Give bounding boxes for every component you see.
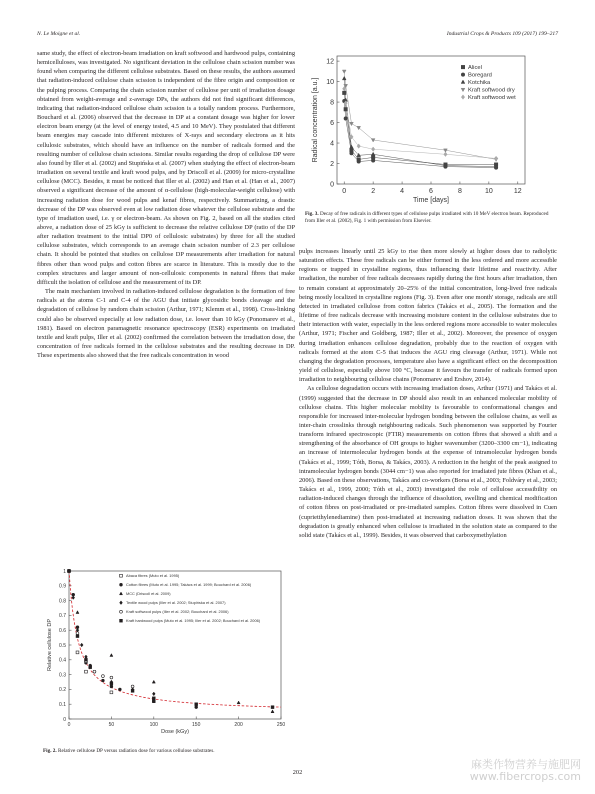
- y-tick-label: 0.6: [59, 627, 66, 634]
- y-tick-label: 0.8: [59, 598, 66, 605]
- series-group: [68, 570, 274, 709]
- y-tick-label: 0: [63, 716, 66, 723]
- data-point: [110, 682, 113, 685]
- data-point: [342, 70, 346, 73]
- series-line: [344, 101, 496, 168]
- fig2-chart: [41, 565, 287, 745]
- legend-marker: [461, 73, 464, 76]
- data-point: [357, 126, 361, 129]
- watermark-line-2: www.fibercrops.com: [469, 770, 581, 783]
- y-axis-label: Relative cellulose DP: [47, 619, 53, 671]
- x-axis-label: Time [days]: [413, 197, 449, 204]
- legend-marker: [119, 592, 122, 595]
- figure-2-caption-text: Relative cellulose DP versus radiation dose for various cellulose substrates.: [56, 748, 215, 754]
- right-paragraph-2: As cellulose degradation occurs with increasing irradiation doses, Arthur (1971) and Takács et al. (1999) suggested that the decrease in DP should also result in an enhanced molecular mobility of cellulose chains. This higher molecular mobility is favourable to conformational changes and responsible for increased inter-molecular hydrogen bonding between the cellulose chains, as well as inter-chain crosslinks through neighbouring radicals. Such phenomenon was supported by Fourier transform infrared spectroscopic (FTIR) measurements on cotton fibres that showed a shift and a strengthening of the absorbance of OH groups to higher wavenumber (3200–3300 cm−1), indicating an increase of intermolecular hydrogen bonds at the expense of intramolecular hydrogen bonds (Takács et al., 1999; Tóth, Borsa, & Takács, 2003). A reduction in the height of the peak assigned to intramolecular hydrogen bonds (3044 cm−1) was also reported for irradiated jute fibres (Khan et al., 2006). Based on these observations, Takács and co-workers (Borsa et al., 2003; Foldváry et al., 2003; Takács et al., 1999, 2000; Tóth et al., 2003) investigated the role of cellulose accessibility on radiation-induced changes through the influence of dissolution, swelling and chemical modification of cotton fibres on post-irradiated or pre-irradiated samples. Cotton fibres were dissolved in Cuen (cuprietthylenediamine) then post-irradiated at increasing radiation doses. It was shown that the degradation is greatly enhanced when cellulose is irradiated in the solution state as compared to the solid state (Takács et al., 1999). Besides, it was observed that carboxymethylation: [299, 385, 557, 539]
- y-tick-label: 0.4: [59, 657, 66, 664]
- x-tick-label: 6: [429, 188, 433, 195]
- legend-label: Alicel: [468, 65, 482, 71]
- data-point: [131, 689, 134, 692]
- data-point: [76, 651, 79, 654]
- x-tick-label: 0: [342, 188, 347, 195]
- data-point: [110, 654, 113, 657]
- legend-marker: [461, 95, 464, 99]
- y-tick-label: 2: [330, 160, 334, 168]
- x-tick-label: 150: [192, 722, 201, 728]
- legend-marker: [120, 601, 123, 605]
- legend-marker: [461, 88, 465, 91]
- series-group: [67, 569, 274, 712]
- data-point: [371, 152, 375, 155]
- y-tick-label: 0.5: [59, 642, 66, 649]
- x-tick-label: 50: [108, 722, 115, 728]
- legend-label: Abaca fibres (Muto et al. 1995): [126, 573, 180, 578]
- data-point: [118, 688, 121, 691]
- legend-label: Kraft softwood dry: [468, 87, 515, 94]
- left-paragraph-1: same study, the effect of electron-beam irradiation on kraft softwood and hardwood pulps, containing hemicelluloses, was investigated. No significant deviation in the cellulose chain scission number was found when comparing the different cellulose substrates. Based on these results, the authors assumed that radiation-induced cellulose chain scission is independent of the fibre origin and composition or the pulping process. Comparing the chain scission number of cellulose per unit of irradiation dosage obtained from weight-average and z-average DPs, the authors did not find significant differences, indicating that radiation-induced cellulose chain scission is a totally random process. Furthermore, Bouchard et al. (2006) observed that the decrease in DP at a constant dosage was higher for lower electron beam energy (at the level of energy tested, 4.5 and 10 MeV). They postulated that different beam energies may cascade into different mixtures of X-rays and secondary electrons as it hits cellulosic substrates, which should have an influence on the number of radicals formed and the resulting number of cellulose chain scissions. Similar results regarding the drop of cellulose DP were also found by Iller et al. (2002) and Stupińska et al. (2007) when studying the effect of electron-beam irradiation on several textile and kraft wood pulps, and by Driscoll et al. (2009) for micro-crystalline cellulose (MCC). Besides, it must be noticed that Iller et al. (2002) and Han et al. (Han et al., 2007) observed a significant decrease of the amount of α-cellulose (high-molecular-weight cellulose) with increasing radiation dose for wood pulps and kenaf fibres, respectively. Summarizing, a drastic decrease of the DP was observed even at low radiation dose whatever the cellulose substrate and the type of irradiation used, i.e. γ or electron-beam. As shown on Fig. 2, based on all the studies cited above, a radiation dose of 25 kGy is sufficient to decrease the relative cellulose DP (ratio of the DP after radiation treatment to the initial DP0 of cellulosic substrates) by three for all the studied cellulose substrates, which corresponds to an average chain scission number of 2.3 per cellulose chain. It should be pointed that studies on cellulose DP measurements after irradiation for natural fibres other than wood pulps and cotton fibres are scarce in literature. This is mostly due to the complex structures and larger amount of non-cellulosic components in natural fibres that make difficult the isolation of cellulose and the measurement of its DP.: [37, 50, 295, 286]
- fig3-chart: [303, 46, 563, 208]
- data-point: [76, 632, 79, 635]
- data-point: [152, 700, 155, 703]
- data-point: [350, 152, 353, 155]
- y-tick-label: 0.3: [59, 672, 66, 679]
- y-axis-label: Radical concentration [a.u.]: [312, 77, 319, 163]
- x-tick-label: 12: [513, 188, 522, 195]
- y-tick-label: 1: [63, 568, 66, 575]
- data-point: [152, 692, 155, 696]
- legend-label: Boregard: [468, 72, 492, 79]
- legend-marker: [120, 619, 123, 622]
- legend-marker: [120, 583, 123, 586]
- data-point: [494, 156, 497, 160]
- y-tick-label: 8: [330, 99, 334, 107]
- data-point: [195, 703, 198, 706]
- legend: [461, 65, 516, 101]
- data-point: [93, 670, 96, 673]
- plot-frame: [69, 571, 281, 719]
- data-point: [80, 643, 83, 647]
- right-paragraph-1: pulps increases linearly until 25 kGy to rise then more slowly at higher doses due to radiolytic saturation effects. These free radicals can be either formed in the less ordered and more accessible regions or trapped in crystalline regions, thus influencing their lifetime and reactivity. After irradiation, the number of free radicals decreases rapidly during the first hours after irradiation, then to remain constant at approximately 20–25% of the initial concentration, long-lived free radicals being mostly localized in crystalline regions (Fig. 3). Even after one month' storage, radicals are still detected in irradiated cellulose from cotton fabrics (Takács et al., 2005). The formation and the lifetime of free radicals decrease with increasing moisture content in the cellulose substrates due to their interaction with water, especially in the less ordered regions more accessible to water molecules (Arthur, 1971; Fischer and Goldberg, 1987; Iller et al., 2002). Moreover, the presence of oxygen during irradiation enhances cellulose degradation, probably due to the reaction of oxygen with radicals formed at the atom C-5 that induces the AGU ring cleavage (Arthur, 1971). While not changing the degradation processes, temperature also have a significant effect on the decomposition yield of cellulose, especially above 100 °C, because it favours the transfer of radicals formed upon irradiation to neighbouring cellulose chains (Ponomarev and Ershov, 2014).: [299, 248, 557, 384]
- data-point: [271, 706, 274, 709]
- y-tick-label: 0.1: [59, 701, 66, 708]
- data-point: [350, 122, 354, 125]
- data-point: [76, 611, 79, 614]
- y-tick-label: 12: [326, 58, 334, 66]
- legend: [119, 573, 260, 623]
- running-header-journal: Industrial Crops & Products 109 (2017) 199–217: [446, 31, 558, 37]
- page-number: 202: [292, 769, 303, 776]
- data-point: [271, 710, 274, 713]
- running-header-authors: N. Le Moigne et al.: [37, 31, 81, 37]
- x-axis-label: Dose (kGy): [161, 729, 189, 735]
- data-point: [344, 108, 347, 111]
- x-tick-label: 2: [371, 188, 376, 195]
- x-tick-label: 10: [484, 188, 493, 195]
- fit-curve: [69, 571, 281, 707]
- legend-marker: [120, 610, 123, 613]
- y-tick-label: 0.2: [59, 687, 66, 694]
- data-point: [152, 680, 155, 683]
- data-point: [85, 670, 88, 673]
- legend-marker: [461, 80, 465, 83]
- legend-marker: [120, 574, 123, 577]
- series-line: [344, 93, 496, 165]
- data-point: [72, 596, 75, 600]
- x-tick-label: 8: [457, 188, 462, 195]
- left-text-column: [37, 49, 295, 360]
- data-point: [131, 685, 134, 688]
- data-point: [344, 117, 347, 120]
- legend-marker: [461, 65, 464, 68]
- data-point: [342, 76, 346, 79]
- legend-label: Kraft softwood pulps (Iller et al. 2002; Bouchard et al. 2006): [126, 609, 229, 614]
- x-tick-label: 100: [149, 722, 158, 728]
- data-point: [195, 706, 198, 709]
- legend-label: Kraft hardwood pulps (Muto et al. 1995; Iller et al. 2002; Bouchard et al. 2006): [126, 618, 261, 623]
- site-watermark: [470, 759, 581, 783]
- y-tick-label: 0.7: [59, 613, 66, 620]
- legend-label: MCC (Driscoll et al. 2009): [126, 591, 171, 596]
- data-point: [89, 666, 92, 669]
- figure-3-caption-label: Fig. 3.: [305, 211, 319, 217]
- series-group: [343, 99, 498, 169]
- y-tick-label: 0: [330, 181, 334, 189]
- x-tick-label: 4: [400, 188, 405, 195]
- left-paragraph-2: The main mechanism involved in radiation-induced cellulose degradation is the formation of free radicals at the atoms C-1 and C-4 of the AGU that initiate glycosidic bonds cleavage and the degradation of cellulose by random chain scission (Arthur, 1971; Klemm et al., 1998). Cross-linking could also be observed especially at low radiation dose, i.e. lower than 10 kGy (Ponomarev et al., 1981). Based on electron paramagnetic resonance spectroscopy (ESR) experiments on irradiated textile and kraft pulps, Iller et al. (2002) confirmed the correlation between the irradiation dose, the concentration of free radicals formed in the cellulose substrates and the resulting decrease in DP. These experiments also showed that the free radicals concentration in wood: [37, 288, 295, 360]
- y-tick-label: 10: [326, 79, 334, 87]
- x-tick-label: 0: [67, 722, 71, 728]
- figure-2-caption: [43, 748, 295, 755]
- data-point: [85, 658, 88, 661]
- legend-label: Kraft softwood wet: [468, 95, 516, 101]
- legend-label: Kotchika: [468, 80, 491, 86]
- data-point: [152, 697, 155, 700]
- data-point: [110, 691, 113, 694]
- data-point: [371, 159, 374, 162]
- watermark-line-1: 麻类作物营养与施肥网: [471, 758, 581, 771]
- data-point: [110, 676, 113, 679]
- data-point: [76, 635, 79, 638]
- data-point: [102, 679, 105, 682]
- data-point: [444, 152, 447, 156]
- right-text-column: [299, 247, 557, 540]
- y-tick-label: 0.9: [59, 583, 66, 590]
- figure-3-caption-text: Decay of free radicals in different types of cellulose pulps irradiated with 10 MeV electron beam. Reproduced from Iller et al. (2002), Fig. 1 with permission from Elsevier.: [305, 211, 549, 225]
- data-point: [68, 570, 71, 573]
- data-point: [357, 160, 360, 163]
- x-tick-label: 250: [276, 722, 286, 728]
- figure-3: [303, 46, 563, 213]
- y-tick-label: 6: [330, 120, 334, 128]
- data-point: [102, 675, 105, 678]
- y-tick-label: 4: [330, 140, 334, 148]
- figure-3-caption: [305, 211, 557, 225]
- legend-label: Textile wood pulps (Iller et al. 2002; Stupińska et al. 2007): [126, 600, 226, 605]
- data-point: [110, 685, 113, 688]
- data-point: [371, 147, 374, 151]
- x-tick-label: 200: [234, 722, 243, 728]
- figure-2: [41, 565, 287, 750]
- figure-2-caption-label: Fig. 2.: [43, 748, 57, 754]
- data-point: [237, 701, 240, 704]
- legend-label: Cotton fibres (Muto et al. 1995; Takács et al. 1999; Bouchard et al. 2006): [126, 582, 252, 587]
- data-point: [343, 91, 346, 94]
